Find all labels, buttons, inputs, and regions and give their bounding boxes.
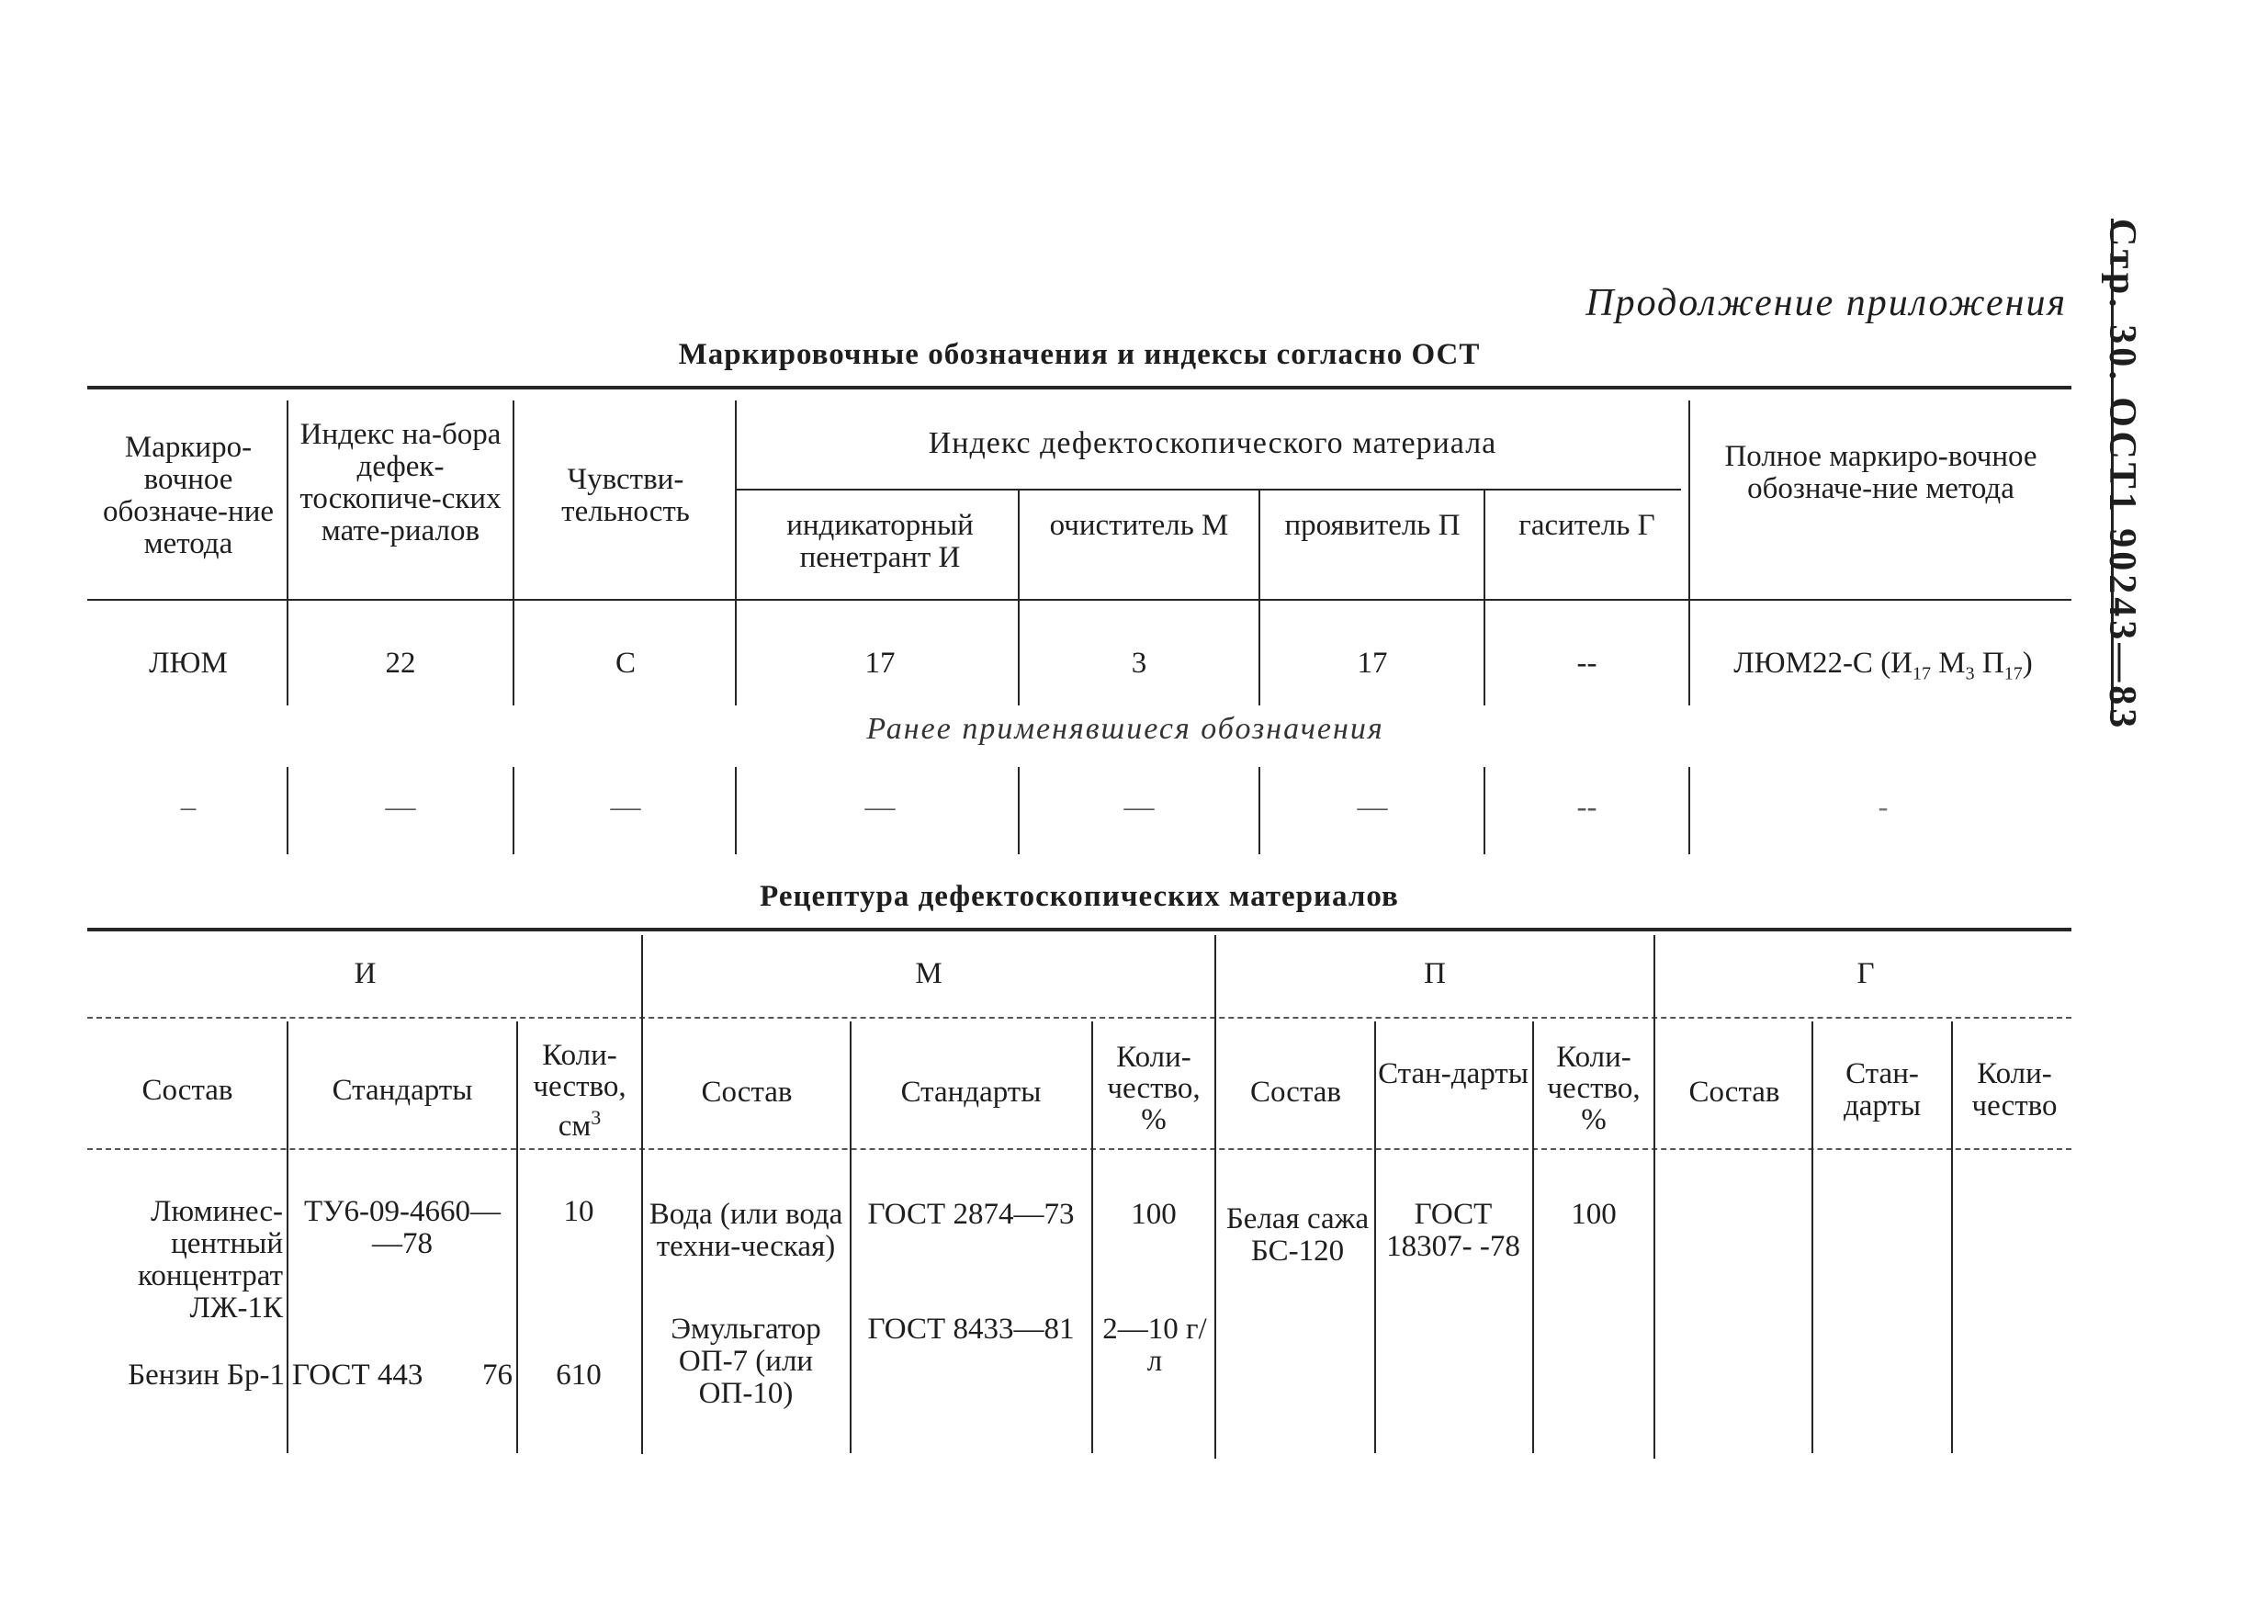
sub-g-quantity: Коли-чество [1971, 1057, 2058, 1122]
m-row1-quantity: 100 [1131, 1198, 1177, 1231]
prev-cell-8: - [1878, 791, 1889, 824]
prev-cell-5: — [1123, 791, 1155, 824]
sub-p-composition: Состав [1249, 1076, 1342, 1109]
i-row1-quantity: 10 [563, 1195, 594, 1228]
sub-i-quantity-label: Коли-чество, см [533, 1039, 626, 1143]
row-set-index: 22 [385, 647, 416, 680]
header-full-marking: Полное маркиро-вочное обозначе-ние метода [1724, 440, 2037, 505]
table1-title: Маркировочные обозначения и индексы согласно ОСТ [678, 338, 1481, 371]
continuation-title: Продолжение приложения [1585, 282, 2067, 324]
i-row2-composition: Бензин Бр-1 [128, 1359, 285, 1392]
sub-i-composition: Состав [141, 1074, 233, 1107]
table1-vline-6 [1484, 491, 1485, 705]
i-row2-standard-left: ГОСТ 443 [292, 1359, 423, 1392]
group-header-p: П [1424, 957, 1446, 990]
table2-vline-i1 [287, 1021, 288, 1453]
prev-vline-5 [1258, 767, 1260, 854]
m-row1-standard: ГОСТ 2874—73 [867, 1198, 1075, 1231]
row-indicator: 17 [864, 647, 896, 680]
group-header-i: И [354, 957, 377, 990]
table1-vline-3 [735, 400, 737, 705]
header-quencher: гаситель Г [1518, 509, 1655, 542]
i-row2-quantity: 610 [556, 1359, 602, 1392]
table2-vline-p2 [1532, 1021, 1534, 1453]
sub-i-quantity-sup: 3 [591, 1106, 602, 1129]
previous-designations-title: Ранее применявшиеся обозначения [866, 712, 1384, 746]
m-row2-composition: Эмульгатор ОП-7 (или ОП-10) [671, 1313, 821, 1410]
prev-vline-6 [1484, 767, 1485, 854]
m-row1-composition: Вода (или вода техни-ческая) [649, 1198, 843, 1263]
p-row1-quantity: 100 [1571, 1198, 1617, 1231]
p-row1-composition: Белая сажа БС-120 [1225, 1202, 1370, 1268]
prev-vline-1 [287, 767, 288, 854]
p-row1-standard: ГОСТ 18307- -78 [1386, 1198, 1520, 1263]
full-marking-m-index: 3 [1965, 663, 1975, 684]
sub-i-standards: Стандарты [332, 1074, 473, 1107]
i-row1-standard: ТУ6-09-4660— —78 [303, 1195, 501, 1260]
sub-m-composition: Состав [701, 1076, 793, 1109]
i-row1-composition: Люминес-центный концентрат ЛЖ-1К [137, 1195, 283, 1325]
sub-i-quantity [520, 1040, 639, 1142]
table2-vline-pg [1653, 935, 1655, 1459]
header-sensitivity: Чувстви-тельность [561, 463, 690, 528]
prev-cell-3: — [610, 791, 641, 824]
row-quencher: -- [1576, 647, 1597, 680]
header-material-index: Индекс дефектоскопического материала [928, 426, 1497, 460]
table2-title: Рецептура дефектоскопических материалов [760, 880, 1399, 913]
row-sensitivity: С [615, 647, 636, 680]
table2-vline-mp [1214, 935, 1216, 1459]
group-header-g: Г [1856, 957, 1875, 990]
sub-p-standards: Стан-дарты [1378, 1057, 1529, 1090]
table1-subheader-rule [735, 489, 1681, 491]
header-marking: Маркиро-вочное обозначе-ние метода [102, 431, 274, 560]
table1-vline-1 [287, 400, 288, 705]
full-marking-p: П [1974, 647, 2004, 680]
sub-p-quantity: Коли-чество, % [1547, 1041, 1641, 1136]
table1-vline-5 [1258, 491, 1260, 705]
prev-cell-7: -- [1576, 791, 1597, 824]
full-marking-m: М [1931, 647, 1966, 680]
table2-vline-g2 [1951, 1021, 1953, 1453]
prev-cell-2: — [385, 791, 416, 824]
prev-vline-2 [513, 767, 514, 854]
prev-cell-4: — [864, 791, 896, 824]
full-marking-p-index: 17 [2003, 663, 2023, 684]
table1-header-bottom-rule [87, 599, 2071, 601]
m-row2-quantity: 2—10 г/л [1102, 1313, 1207, 1378]
table2-vline-m2 [1091, 1021, 1093, 1453]
table1-top-rule [87, 386, 2071, 389]
full-marking-prefix: ЛЮМ22-С (И [1733, 647, 1913, 680]
table1-vline-4 [1018, 491, 1020, 705]
sub-m-standards: Стандарты [900, 1076, 1042, 1109]
row-marking: ЛЮМ [149, 647, 228, 680]
prev-cell-6: — [1357, 791, 1388, 824]
table2-group-rule [87, 1017, 2071, 1019]
group-header-m: М [915, 957, 942, 990]
full-marking-i-index: 17 [1913, 663, 1932, 684]
table2-vline-g1 [1811, 1021, 1813, 1453]
prev-vline-4 [1018, 767, 1020, 854]
header-cleaner: очиститель М [1049, 509, 1229, 542]
prev-vline-3 [735, 767, 737, 854]
sub-m-quantity: Коли-чество, % [1107, 1041, 1201, 1136]
row-developer: 17 [1357, 647, 1388, 680]
prev-cell-1: – [180, 791, 197, 824]
table2-top-rule [87, 928, 2071, 931]
side-page-reference: Стр. 30. ОСТ1 90243—83 [2101, 219, 2143, 732]
row-cleaner: 3 [1131, 647, 1147, 680]
table2-header-bottom-rule [87, 1148, 2071, 1150]
full-marking-close: ) [2022, 647, 2033, 680]
sub-g-composition: Состав [1688, 1076, 1780, 1109]
table1-vline-2 [513, 400, 514, 705]
table2-vline-i2 [516, 1021, 518, 1453]
sub-g-standards: Стан-дарты [1843, 1057, 1922, 1122]
table2-vline-m1 [850, 1021, 852, 1453]
m-row2-standard: ГОСТ 8433—81 [867, 1313, 1075, 1346]
header-indicator: индикаторный пенетрант И [786, 509, 974, 574]
header-set-index: Индекс на-бора дефек-тоскопиче-ских мате-риалов [299, 418, 502, 547]
header-developer: проявитель П [1284, 509, 1461, 542]
row-full-marking [1690, 648, 2076, 691]
i-row2-standard-right: 76 [482, 1359, 513, 1392]
